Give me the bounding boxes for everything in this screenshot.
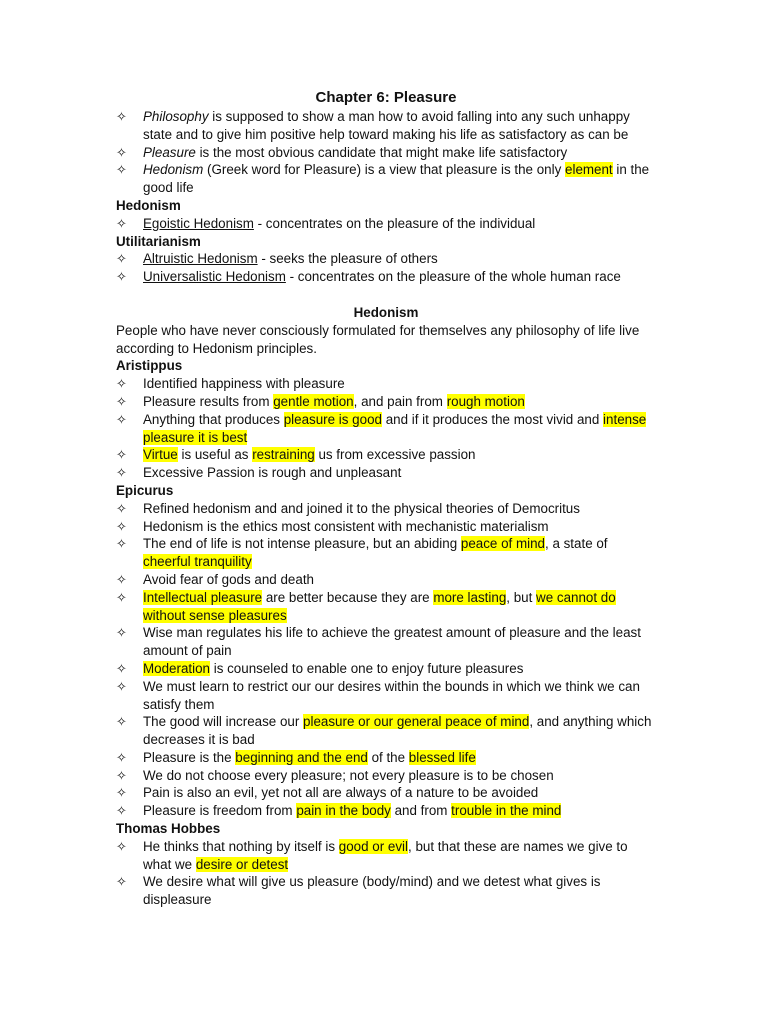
four-pointed-star-bullet-icon: ✧: [116, 749, 127, 765]
bullet-item: [116, 749, 656, 767]
text-run: (Greek word for Pleasure) is a view that pleasure is the only: [203, 162, 566, 178]
section-title: Hedonism: [353, 304, 419, 320]
intro-list: [116, 108, 656, 197]
highlighted-text: Moderation: [143, 660, 210, 676]
bullet-item: [116, 624, 656, 660]
text-run: Pleasure is the: [143, 749, 236, 765]
text-run: , and anything which decreases it is bad: [143, 714, 652, 748]
bullet-item: [116, 268, 656, 286]
bullet-item: [116, 838, 656, 874]
text-run: - seeks the pleasure of others: [257, 251, 438, 267]
utilitarian-types-list: [116, 250, 656, 286]
text-run: He thinks that nothing by itself is: [143, 838, 339, 854]
four-pointed-star-bullet-icon: ✧: [116, 269, 127, 285]
text-run: The good will increase our: [143, 714, 304, 730]
bullet-item: [116, 161, 656, 197]
four-pointed-star-bullet-icon: ✧: [116, 518, 127, 534]
text-run: of the: [367, 749, 409, 765]
four-pointed-star-bullet-icon: ✧: [116, 500, 127, 516]
text-run: - concentrates on the pleasure of the whole human race: [285, 269, 621, 285]
bullet-item: [116, 678, 656, 714]
heading-utilitarianism: Utilitarianism: [116, 233, 201, 249]
bullet-item: [116, 802, 656, 820]
bullet-item: [116, 250, 656, 268]
text-run: are better because they are: [262, 589, 434, 605]
bullet-item: [116, 464, 656, 482]
text-run: Excessive Passion is rough and unpleasant: [143, 465, 402, 481]
aristippus-list: [116, 375, 656, 482]
highlighted-text: blessed life: [408, 749, 476, 765]
four-pointed-star-bullet-icon: ✧: [116, 589, 127, 605]
text-run: We desire what will give us pleasure (body/mind) and we detest what gives is displeasure: [143, 874, 601, 908]
text-run: Pleasure is freedom from: [143, 803, 297, 819]
bullet-item: [116, 411, 656, 447]
four-pointed-star-bullet-icon: ✧: [116, 376, 127, 392]
hedonism-types-list: [116, 215, 656, 233]
four-pointed-star-bullet-icon: ✧: [116, 215, 127, 231]
bullet-item: [116, 571, 656, 589]
heading-thomas-hobbes: Thomas Hobbes: [116, 821, 221, 837]
four-pointed-star-bullet-icon: ✧: [116, 393, 127, 409]
text-run: Anything that produces: [143, 411, 284, 427]
four-pointed-star-bullet-icon: ✧: [116, 465, 127, 481]
underlined-term: Egoistic Hedonism: [143, 215, 254, 231]
text-run: and if it produces the most vivid and: [381, 411, 604, 427]
bullet-item: [116, 589, 656, 625]
text-run: , but: [506, 589, 537, 605]
bullet-item: [116, 535, 656, 571]
text-run: is counseled to enable one to enjoy future pleasures: [210, 660, 524, 676]
heading-hedonism: Hedonism: [116, 197, 181, 213]
text-run: Pain is also an evil, yet not all are always of a nature to be avoided: [143, 785, 539, 801]
highlighted-text: trouble in the mind: [451, 803, 562, 819]
four-pointed-star-bullet-icon: ✧: [116, 571, 127, 587]
four-pointed-star-bullet-icon: ✧: [116, 447, 127, 463]
document-page: [116, 88, 656, 909]
four-pointed-star-bullet-icon: ✧: [116, 714, 127, 730]
hobbes-list: [116, 838, 656, 909]
four-pointed-star-bullet-icon: ✧: [116, 678, 127, 694]
four-pointed-star-bullet-icon: ✧: [116, 411, 127, 427]
four-pointed-star-bullet-icon: ✧: [116, 109, 127, 124]
four-pointed-star-bullet-icon: ✧: [116, 874, 127, 890]
highlighted-text: pleasure or our general peace of mind: [303, 714, 530, 730]
text-run: us from excessive passion: [314, 447, 476, 463]
text-run: We do not choose every pleasure; not every pleasure is to be chosen: [143, 767, 554, 783]
italic-term: Pleasure: [143, 144, 196, 160]
highlighted-text: more lasting: [433, 589, 507, 605]
text-run: Identified happiness with pleasure: [143, 376, 345, 392]
highlighted-text: pain in the body: [296, 803, 391, 819]
bullet-item: [116, 108, 656, 144]
text-run: We must learn to restrict our our desires within the bounds in which we think we can satisfy them: [143, 678, 640, 712]
four-pointed-star-bullet-icon: ✧: [116, 785, 127, 801]
heading-epicurus: Epicurus: [116, 482, 174, 498]
highlighted-text: beginning and the end: [235, 749, 368, 765]
underlined-term: Universalistic Hedonism: [143, 269, 286, 285]
four-pointed-star-bullet-icon: ✧: [116, 625, 127, 641]
text-run: Refined hedonism and and joined it to the physical theories of Democritus: [143, 500, 580, 516]
bullet-item: [116, 393, 656, 411]
text-run: - concentrates on the pleasure of the individual: [253, 215, 536, 231]
highlighted-text: pleasure is good: [283, 411, 382, 427]
highlighted-text: Virtue: [143, 447, 178, 463]
text-run: , but that these are names we give to what we: [143, 838, 628, 872]
four-pointed-star-bullet-icon: ✧: [116, 660, 127, 676]
highlighted-text: element: [565, 162, 613, 178]
four-pointed-star-bullet-icon: ✧: [116, 838, 127, 854]
heading-aristippus: Aristippus: [116, 358, 183, 374]
blank-line: [116, 286, 656, 304]
highlighted-text: Intellectual pleasure: [143, 589, 263, 605]
highlighted-text: intense pleasure it is best: [143, 411, 647, 445]
text-run: Wise man regulates his life to achieve the greatest amount of pleasure and the least amount of pain: [143, 625, 641, 659]
epicurus-list: [116, 500, 656, 820]
highlighted-text: cheerful tranquility: [143, 554, 252, 570]
italic-term: Hedonism: [143, 162, 204, 178]
bullet-item: [116, 144, 656, 162]
text-run: Hedonism is the ethics most consistent with mechanistic materialism: [143, 518, 549, 534]
highlighted-text: desire or detest: [195, 856, 289, 872]
bullet-item: [116, 375, 656, 393]
four-pointed-star-bullet-icon: ✧: [116, 144, 127, 160]
page-title: Chapter 6: Pleasure: [315, 89, 457, 106]
text-run: Avoid fear of gods and death: [143, 571, 314, 587]
four-pointed-star-bullet-icon: ✧: [116, 162, 127, 178]
text-run: in the good life: [143, 162, 650, 196]
highlighted-text: gentle motion: [273, 393, 354, 409]
bullet-item: [116, 215, 656, 233]
text-run: , and pain from: [353, 393, 447, 409]
text-run: The end of life is not intense pleasure, but an abiding: [143, 536, 461, 552]
italic-term: Philosophy: [143, 109, 209, 124]
highlighted-text: restraining: [252, 447, 315, 463]
bullet-item: [116, 784, 656, 802]
bullet-item: [116, 446, 656, 464]
four-pointed-star-bullet-icon: ✧: [116, 251, 127, 267]
bullet-item: [116, 518, 656, 536]
section-intro: People who have never consciously formulated for themselves any philosophy of life live according to Hedonism principles.: [116, 322, 640, 356]
bullet-item: [116, 500, 656, 518]
bullet-item: [116, 873, 656, 909]
highlighted-text: good or evil: [338, 838, 408, 854]
text-run: , a state of: [545, 536, 608, 552]
underlined-term: Altruistic Hedonism: [143, 251, 258, 267]
bullet-item: [116, 713, 656, 749]
text-run: and from: [390, 803, 452, 819]
text-run: Pleasure results from: [143, 393, 274, 409]
four-pointed-star-bullet-icon: ✧: [116, 803, 127, 819]
text-run: is useful as: [177, 447, 253, 463]
text-run: is the most obvious candidate that might make life satisfactory: [195, 144, 568, 160]
highlighted-text: rough motion: [446, 393, 525, 409]
bullet-item: [116, 660, 656, 678]
highlighted-text: we cannot do without sense pleasures: [143, 589, 616, 623]
highlighted-text: peace of mind: [460, 536, 545, 552]
four-pointed-star-bullet-icon: ✧: [116, 536, 127, 552]
text-run: is supposed to show a man how to avoid falling into any such unhappy state and to give him positive help toward making his life as satisfactory as can be: [143, 109, 630, 142]
bullet-item: [116, 767, 656, 785]
four-pointed-star-bullet-icon: ✧: [116, 767, 127, 783]
